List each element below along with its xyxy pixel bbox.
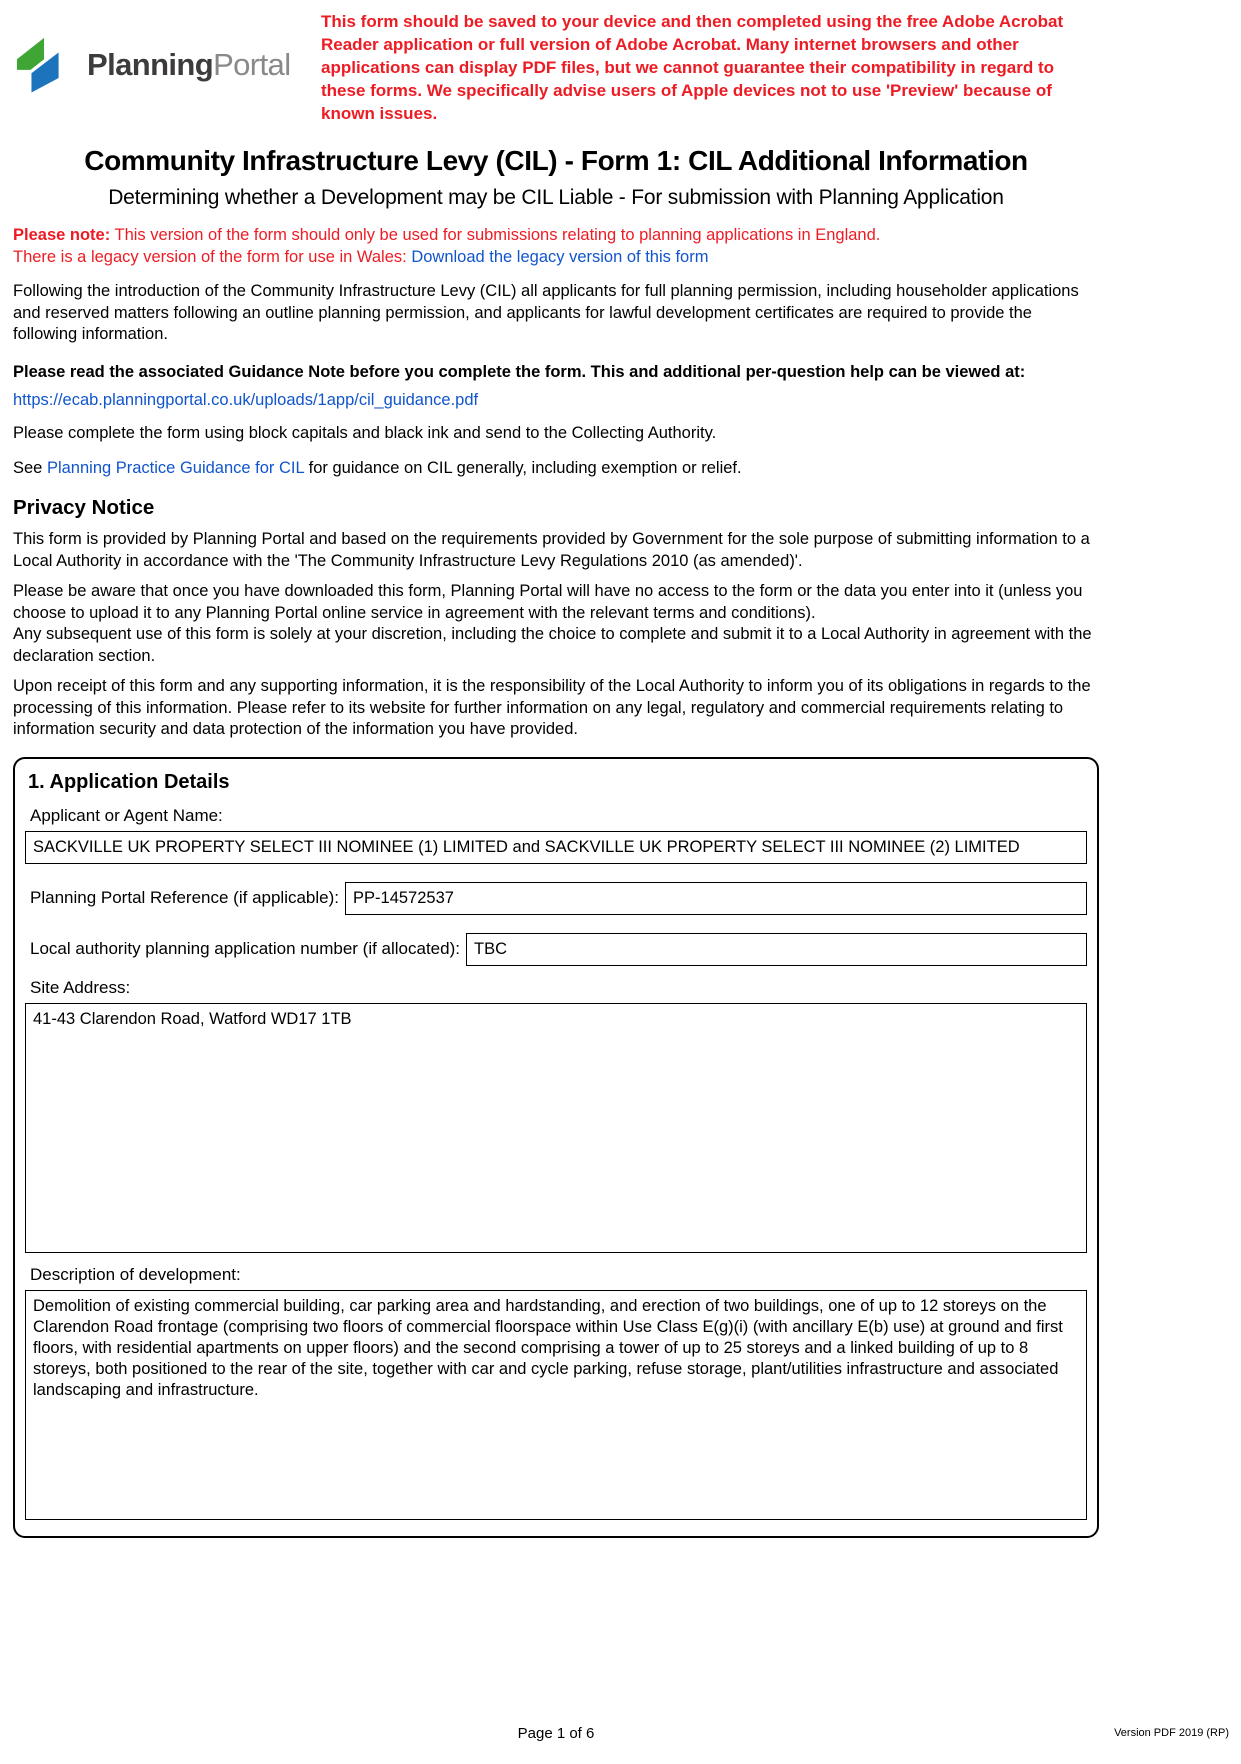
privacy-paragraph-3: Upon receipt of this form and any supporting information, it is the responsibility of the Local Authority to inform you of its obligations in regards to the processing of this information. Please refer to its website for further information on any legal, regulatory and commercial requirements relating to information security and data protection of the information you have provided. [13, 677, 1091, 738]
form-title: Community Infrastructure Levy (CIL) - Form 1: CIL Additional Information [84, 145, 1028, 176]
guidance-link-line [13, 391, 1099, 410]
adobe-acrobat-warning: This form should be saved to your device and then completed using the free Adobe Acrobat Reader application or full version of Adobe Acrobat. Many internet browsers and other applications can display PDF files, but we cannot guarantee their compatibility in regard to these forms. We specifically advise users of Apple devices not to use 'Preview' because of known issues. [321, 12, 1064, 123]
wales-legacy-text: There is a legacy version of the form for use in Wales: [13, 248, 412, 266]
pp-reference-label: Planning Portal Reference (if applicable): [30, 888, 340, 907]
application-details-section [13, 757, 1099, 1538]
description-field[interactable]: Demolition of existing commercial building, car parking area and hardstanding, and erection of two buildings, one of up to 12 storeys on the Clarendon Road frontage (comprising two floors of commercial floorspace within Use Class E(g)(i) (with ancillary E(b) use) at ground and first floors, with residential apartments on upper floors) and the second comprising a tower of up to 25 storeys and a linked building of up to 8 storeys, both positioned to the rear of the site, together with car and cycle parking, refuse storage, plant/utilities infrastructure and associated landscaping and infrastructure. [25, 1290, 1087, 1520]
site-address-label: Site Address: [30, 977, 131, 997]
privacy-paragraph-2 [13, 581, 1099, 667]
lpa-number-field[interactable]: TBC [466, 933, 1087, 966]
planning-portal-wordmark [87, 47, 290, 83]
lpa-number-row [25, 933, 1087, 966]
guidance-pdf-link[interactable]: https://ecab.planningportal.co.uk/uploads/1app/cil_guidance.pdf [13, 391, 479, 409]
please-note-label: Please note: [13, 226, 111, 244]
page-number: Page 1 of 6 [517, 1725, 595, 1742]
privacy-paragraph-2a: Please be aware that once you have downloaded this form, Planning Portal will have no access to the form or the data you enter into it (unless you choose to upload it to any Planning Portal online service in agreement with the relevant terms and conditions). [13, 582, 1083, 622]
block-capitals-note: Please complete the form using block capitals and black ink and send to the Collecting Authority. [13, 424, 717, 442]
pp-reference-field[interactable]: PP-14572537 [345, 882, 1087, 915]
planning-portal-logo [13, 10, 321, 100]
privacy-paragraph-1: This form is provided by Planning Portal and based on the requirements provided by Government for the sole purpose of submitting information to a Local Authority in accordance with the 'The Community Infrastructure Levy Regulations 2010 (as amended)'. [13, 530, 1090, 570]
planning-portal-reference-row [25, 882, 1087, 915]
logo-word-planning: Planning [87, 47, 214, 82]
privacy-paragraph-2b: Any subsequent use of this form is solely at your discretion, including the choice to complete and submit it to a Local Authority in agreement with the declaration section. [13, 625, 1092, 665]
guidance-note-text: Please read the associated Guidance Note before you complete the form. This and additional per-question help can be viewed at: [13, 362, 1026, 381]
description-label: Description of development: [30, 1264, 241, 1284]
site-address-field[interactable]: 41-43 Clarendon Road, Watford WD17 1TB [25, 1003, 1087, 1253]
application-details-heading: 1. Application Details [28, 770, 230, 793]
form-subtitle: Determining whether a Development may be CIL Liable - For submission with Planning Application [108, 186, 1004, 209]
see-prefix: See [13, 458, 47, 477]
applicant-name-label: Applicant or Agent Name: [30, 805, 223, 825]
version-label: Version PDF 2019 (RP) [1114, 1727, 1229, 1739]
lpa-number-label: Local authority planning application number (if allocated): [30, 939, 460, 958]
header [13, 10, 1099, 125]
cil-form-page [13, 10, 1099, 1538]
ppg-cil-link[interactable]: Planning Practice Guidance for CIL [46, 458, 305, 477]
england-only-note [13, 224, 1099, 268]
legacy-form-link[interactable]: Download the legacy version of this form [411, 248, 709, 266]
applicant-name-field[interactable]: SACKVILLE UK PROPERTY SELECT III NOMINEE (1) LIMITED and SACKVILLE UK PROPERTY SELECT III NOMINEE (2) LIMITED [25, 831, 1087, 864]
planning-portal-logo-icon [15, 30, 77, 100]
logo-word-portal: Portal [213, 47, 291, 82]
privacy-notice-heading: Privacy Notice [13, 496, 155, 519]
intro-paragraph: Following the introduction of the Community Infrastructure Levy (CIL) all applicants for full planning permission, including householder applications and reserved matters following an outline planning permission, and applicants for lawful development certificates are required to provide the following information. [13, 282, 1079, 343]
see-suffix: for guidance on CIL generally, including exemption or relief. [304, 458, 742, 477]
see-guidance-line [13, 458, 1099, 480]
please-note-text: This version of the form should only be used for submissions relating to planning applications in England. [114, 226, 881, 244]
